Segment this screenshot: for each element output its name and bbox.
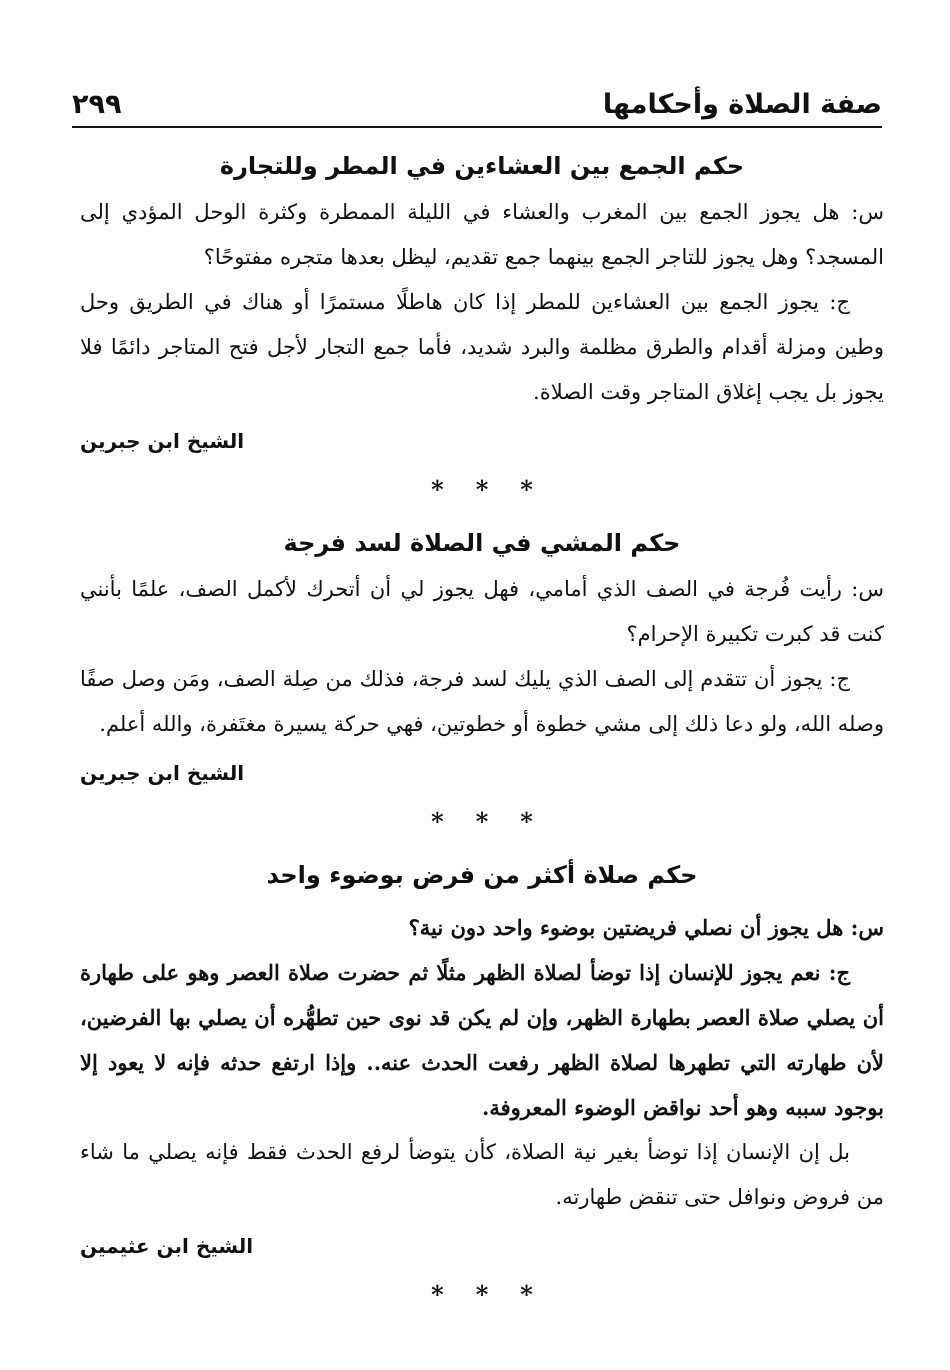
author-name: الشيخ ابن عثيمين (80, 1234, 254, 1258)
page-header (72, 82, 882, 128)
extra-paragraph: بل إن الإنسان إذا توضأ بغير نية الصلاة، كأن يتوضأ لرفع الحدث فقط فإنه يصلي ما شاء من فروض ونوافل حتى تنقض طهارته. (80, 1140, 884, 1209)
separator-star: * (520, 1280, 533, 1309)
section-separator (80, 1266, 884, 1324)
section-separator (80, 461, 884, 519)
question-paragraph: س: رأيت فُرجة في الصف الذي أمامي، فهل يجوز لي أن أتحرك لأكمل الصف، علمًا بأنني كنت قد كبرت تكبيرة الإحرام؟ (80, 577, 884, 646)
page-number: ٢٩٩ (72, 89, 122, 120)
question-paragraph: س: هل يجوز الجمع بين المغرب والعشاء في الليلة الممطرة وكثرة الوحل المؤدي إلى المسجد؟ وهل يجوز للتاجر الجمع بينهما جمع تقديم، ليظل بعدها متجره مفتوحًا؟ (80, 200, 884, 269)
separator-star: * (475, 1280, 489, 1309)
answer-paragraph: ج: يجوز الجمع بين العشاءين للمطر إذا كان هاطلًا مستمرًا أو هناك في الطريق وحل وطين ومزلة أقدام والطرق مظلمة والبرد شديد، فأما جمع التجار لأجل فتح المتاجر دائمًا فلا يجوز بل يجب إغلاق المتاجر وقت الصلاة. (80, 290, 884, 404)
separator-star: * (475, 807, 489, 836)
answer-paragraph: ج: نعم يجوز للإنسان إذا توضأ لصلاة الظهر مثلًا ثم حضرت صلاة العصر وهو على طهارة أن يصلي صلاة العصر بطهارة الظهر، وإن لم يكن قد نوى حين تطهُّره أن يصلي بها الفرضين، لأن طهارته التي تطهرها لصلاة الظهر رفعت الحدث عنه.. وإذا ارتفع حدثه فإنه لا يعود إلا بوجود سببه وهو أحد نواقض الوضوء المعروفة. (80, 960, 884, 1120)
author-name: الشيخ ابن جبرين (80, 761, 245, 785)
section-title: حكم الجمع بين العشاءين في المطر وللتجارة (219, 152, 745, 180)
separator-star: * (431, 475, 444, 504)
section-title: حكم صلاة أكثر من فرض بوضوء واحد (266, 861, 698, 889)
separator-star: * (520, 475, 533, 504)
separator-star: * (431, 1280, 444, 1309)
section-separator (80, 793, 884, 851)
question-paragraph: س: هل يجوز أن نصلي فريضتين بوضوء واحد دون نية؟ (408, 915, 884, 940)
page-body (80, 142, 884, 1324)
running-title: صفة الصلاة وأحكامها (602, 89, 882, 120)
answer-paragraph: ج: يجوز أن تتقدم إلى الصف الذي يليك لسد فرجة، فذلك من صِلة الصف، ومَن وصل صفًا وصله الله، ولو دعا ذلك إلى مشي خطوة أو خطوتين، فهي حركة يسيرة مغتَفرة، والله أعلم. (80, 667, 884, 736)
separator-star: * (520, 807, 533, 836)
separator-star: * (475, 475, 489, 504)
section-title: حكم المشي في الصلاة لسد فرجة (283, 529, 681, 557)
separator-star: * (431, 807, 444, 836)
author-name: الشيخ ابن جبرين (80, 429, 245, 453)
